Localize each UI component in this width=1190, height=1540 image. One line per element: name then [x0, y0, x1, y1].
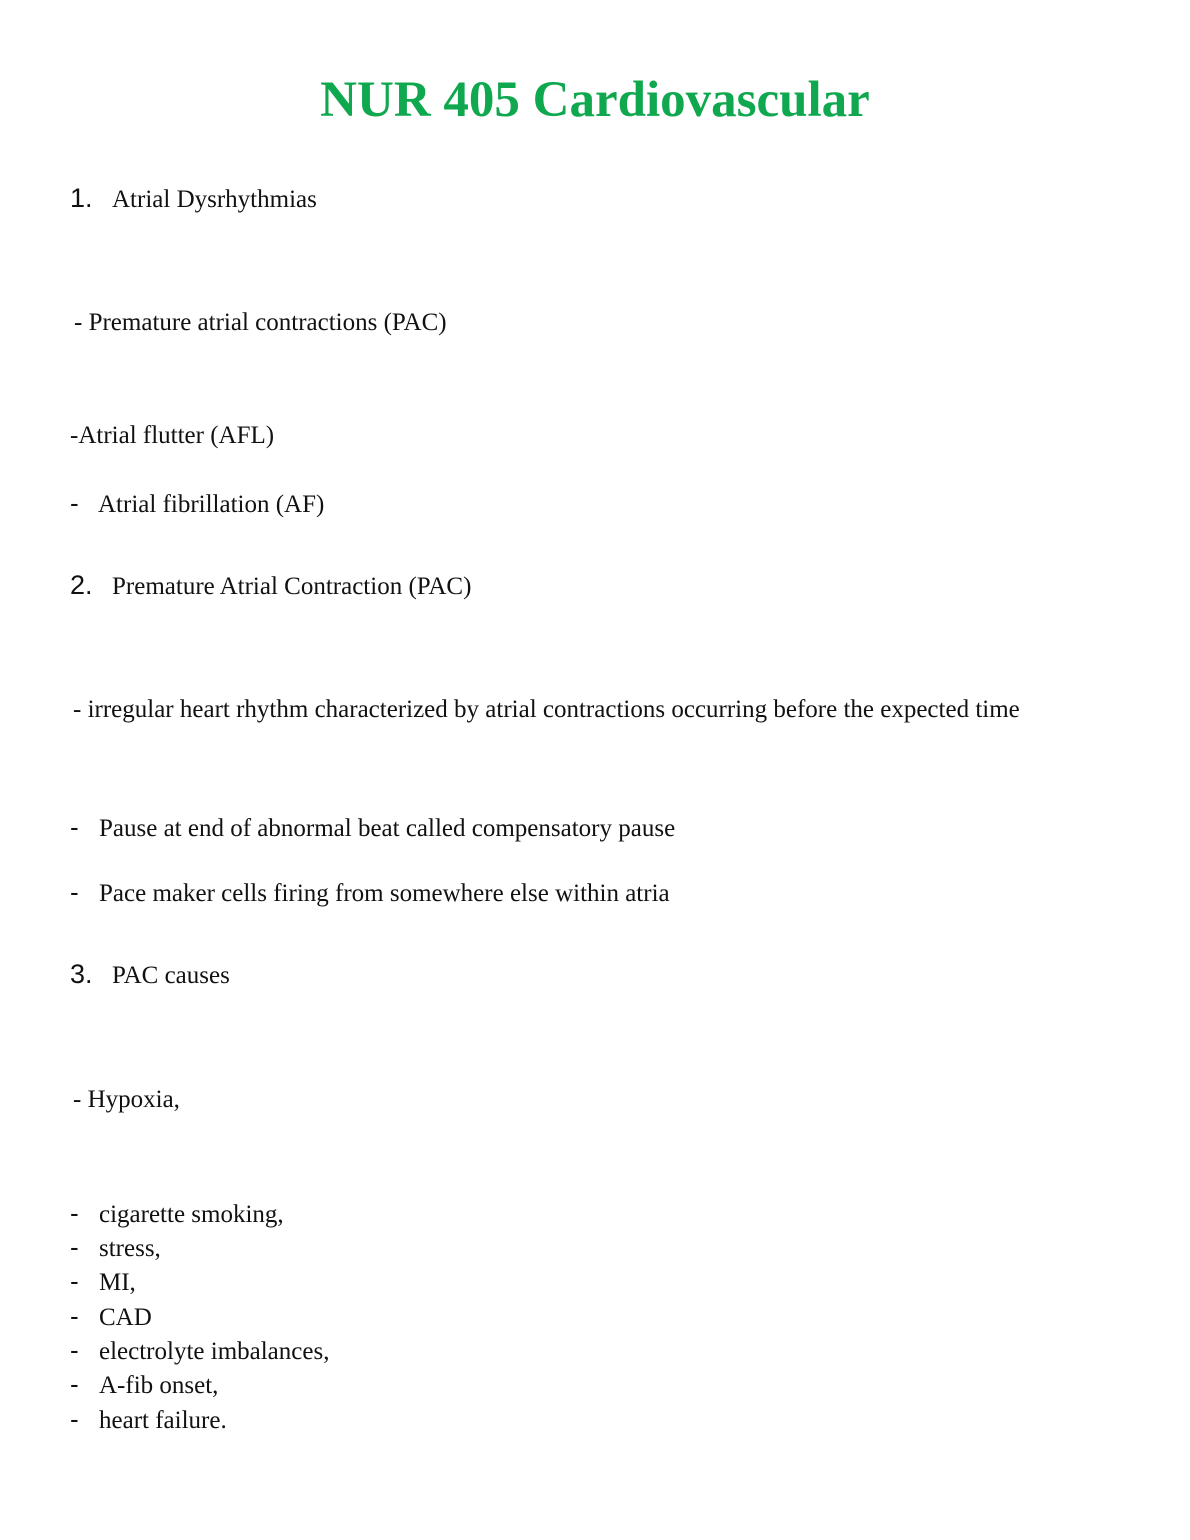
definition-text: - irregular heart rhythm characterized by atrial contractions occurring before the expected time: [73, 696, 1020, 723]
section-number: 1.: [70, 183, 93, 213]
list-item: [70, 810, 675, 846]
list-item-text: CAD: [99, 1304, 152, 1331]
section-title: Atrial Dysrhythmias: [112, 186, 317, 213]
dash-marker: -: [70, 1335, 79, 1365]
dash-marker: -: [70, 488, 79, 518]
list-item-text: cigarette smoking,: [99, 1201, 284, 1228]
dash-marker: -: [70, 812, 79, 842]
dash-marker: -: [70, 1266, 79, 1296]
list-item: [70, 1196, 284, 1232]
list-item: [70, 1333, 329, 1369]
list-item: [70, 1264, 136, 1300]
list-item: [70, 875, 670, 911]
list-item-text: MI,: [99, 1269, 136, 1296]
list-item: [70, 1367, 218, 1403]
list-item-text: stress,: [99, 1235, 161, 1262]
list-item: [70, 486, 324, 522]
list-item-text: Pause at end of abnormal beat called compensatory pause: [99, 815, 676, 842]
list-item: -Atrial flutter (AFL): [70, 422, 275, 449]
dash-marker: -: [70, 1369, 79, 1399]
list-item-text: electrolyte imbalances,: [99, 1338, 330, 1365]
dash-marker: -: [70, 1301, 79, 1331]
page-title: NUR 405 Cardiovascular: [320, 72, 870, 128]
list-item: [70, 1230, 161, 1266]
list-item: [70, 1402, 227, 1438]
list-item-text: Atrial fibrillation (AF): [98, 491, 325, 518]
section-1-heading: [70, 181, 317, 217]
list-item: - Hypoxia,: [73, 1086, 180, 1113]
list-item-text: heart failure.: [99, 1407, 227, 1434]
list-item-text: A-fib onset,: [99, 1372, 219, 1399]
list-item: [70, 1299, 152, 1335]
section-2-heading: [70, 568, 471, 604]
section-number: 3.: [70, 959, 93, 989]
dash-marker: -: [70, 1232, 79, 1262]
section-3-heading: [70, 957, 230, 993]
section-number: 2.: [70, 570, 93, 600]
list-item: - Premature atrial contractions (PAC): [74, 309, 447, 336]
section-title: Premature Atrial Contraction (PAC): [112, 573, 472, 600]
dash-marker: -: [70, 877, 79, 907]
dash-marker: -: [70, 1198, 79, 1228]
dash-marker: -: [70, 1404, 79, 1434]
section-title: PAC causes: [112, 962, 230, 989]
list-item-text: Pace maker cells firing from somewhere else within atria: [99, 880, 670, 907]
